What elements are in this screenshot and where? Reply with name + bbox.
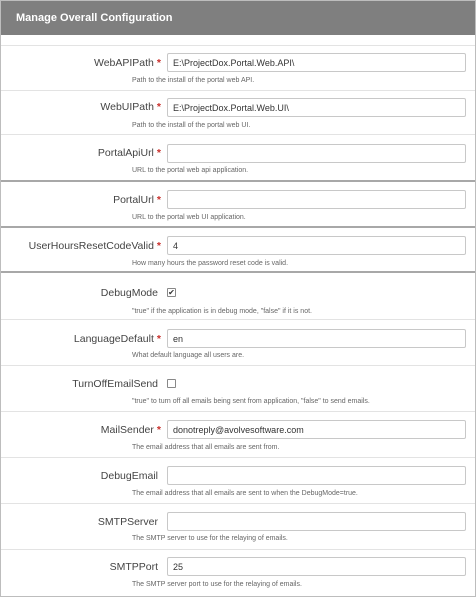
field-help-text: URL to the portal web UI application.: [132, 214, 246, 221]
field-row-portalurl: [1, 180, 475, 226]
field-row-smtpserver: [1, 503, 475, 549]
field-row-languagedefault: [1, 319, 475, 365]
webapipath-input[interactable]: E:\ProjectDox.Portal.Web.API\: [167, 53, 466, 72]
field-label: TurnOffEmailSend: [72, 378, 158, 390]
field-label: MailSender *: [100, 424, 161, 436]
mailsender-input[interactable]: donotreply@avolvesoftware.com: [167, 420, 466, 439]
field-help-text: "true" to turn off all emails being sent from application, "false" to send emails.: [132, 398, 370, 405]
required-marker: *: [156, 333, 161, 345]
required-marker: *: [156, 240, 161, 252]
field-label: WebAPIPath *: [93, 57, 161, 69]
portalurl-input[interactable]: [167, 190, 466, 209]
field-label: LanguageDefault *: [73, 333, 161, 345]
field-label: SMTPServer: [97, 516, 158, 528]
required-marker: *: [156, 57, 161, 69]
field-label: DebugMode: [100, 287, 158, 299]
field-help-text: Path to the install of the portal web API.: [132, 77, 255, 84]
field-row-turnoffemailsend: [1, 365, 475, 411]
field-label: DebugEmail: [100, 470, 158, 482]
field-row-debugemail: [1, 457, 475, 503]
languagedefault-input[interactable]: en: [167, 329, 466, 348]
field-label: UserHoursResetCodeValid *: [28, 240, 161, 252]
smtpserver-input[interactable]: [167, 512, 466, 531]
field-help-text: The email address that all emails are sent to when the DebugMode=true.: [132, 490, 358, 497]
field-row-smtpport: [1, 549, 475, 596]
field-label: SMTPPort: [109, 561, 158, 573]
field-help-text: What default language all users are.: [132, 352, 245, 359]
panel-header: [1, 1, 475, 35]
field-label: PortalUrl *: [113, 194, 161, 206]
field-help-text: URL to the portal web api application.: [132, 167, 249, 174]
turnoffemailsend-checkbox[interactable]: [167, 379, 176, 388]
webuipath-input[interactable]: E:\ProjectDox.Portal.Web.UI\: [167, 98, 466, 117]
page-title: Manage Overall Configuration: [16, 12, 173, 24]
field-help-text: The SMTP server to use for the relaying of emails.: [132, 535, 288, 542]
field-help-text: Path to the install of the portal web UI.: [132, 122, 251, 129]
smtpport-input[interactable]: 25: [167, 557, 466, 576]
field-row-webuipath: [1, 90, 475, 134]
field-label: PortalApiUrl *: [97, 147, 161, 159]
field-help-text: "true" if the application is in debug mode, "false" if it is not.: [132, 308, 312, 315]
field-row-mailsender: [1, 411, 475, 457]
field-row-userhoursresetcodevalid: [1, 226, 475, 271]
field-row-debugmode: [1, 271, 475, 319]
portalapiurl-input[interactable]: [167, 144, 466, 163]
field-help-text: The SMTP server port to use for the relaying of emails.: [132, 581, 302, 588]
required-marker: *: [156, 147, 161, 159]
field-help-text: The email address that all emails are sent from.: [132, 444, 280, 451]
field-label: WebUIPath *: [100, 101, 161, 113]
required-marker: *: [156, 194, 161, 206]
userhoursresetcodevalid-input[interactable]: 4: [167, 236, 466, 255]
required-marker: *: [156, 101, 161, 113]
required-marker: *: [156, 424, 161, 436]
debugmode-checkbox[interactable]: ✔: [168, 288, 175, 297]
field-row-webapipath: [1, 45, 475, 90]
debugemail-input[interactable]: [167, 466, 466, 485]
field-row-portalapiurl: [1, 134, 475, 180]
field-help-text: How many hours the password reset code is valid.: [132, 260, 289, 267]
